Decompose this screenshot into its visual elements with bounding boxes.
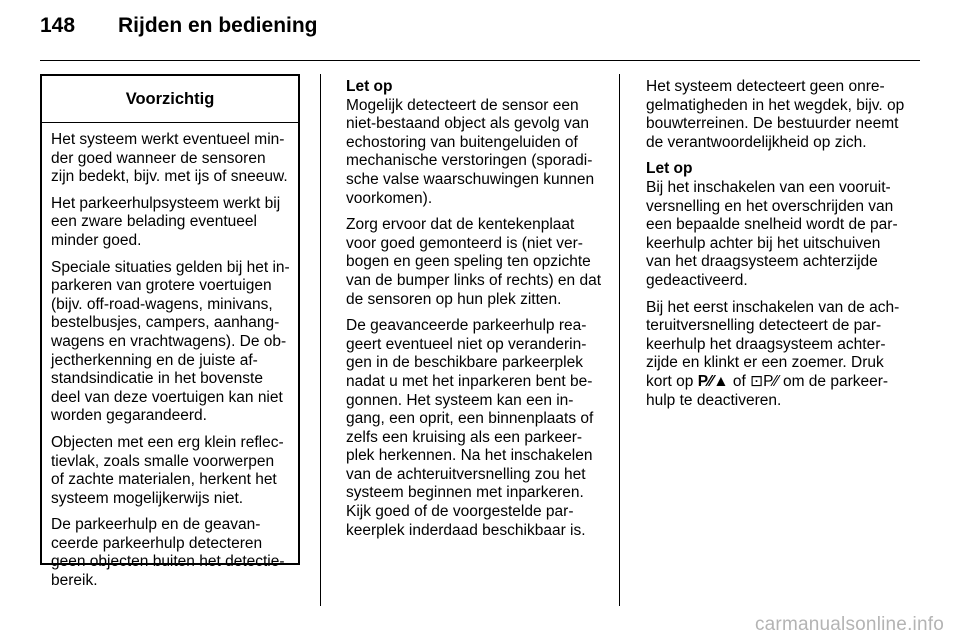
text-column-3	[646, 78, 908, 418]
column-divider	[320, 74, 321, 606]
caution-body	[42, 123, 298, 591]
note-label: Let op	[646, 160, 693, 178]
note-label: Let op	[346, 78, 393, 95]
park-assist-button-icon: P⁄⁄▲	[697, 372, 729, 390]
header-rule	[40, 60, 920, 61]
caution-box	[40, 74, 300, 590]
caution-title: Voorzichtig	[42, 76, 298, 123]
caution-paragraph: Het systeem werkt eventueel min-der goed wanneer de sensoren zijn bedekt, bijv. met ijs of sneeuw.	[51, 131, 288, 186]
body-paragraph	[646, 299, 908, 411]
caution-paragraph: Het parkeerhulpsysteem werkt bij een zware belading eventueel minder goed.	[51, 194, 281, 249]
advanced-park-assist-button-icon: ⊡P⁄⁄	[750, 372, 779, 390]
page-header	[40, 14, 318, 38]
body-paragraph: Het systeem detecteert geen onre-gelmatigheden in het wegdek, bijv. op bouwterreinen. De bestuurder neemt de verantwoordelijkheid op zich.	[646, 78, 905, 151]
note-block	[646, 160, 908, 290]
note-text: Bij het inschakelen van een vooruit-versnelling en het overschrijden van een bepaalde snelheid wordt de par-keerhulp achter bij het uitschuiven van het draagsysteem achterzijde gedeactiveerd.	[646, 178, 898, 289]
watermark: carmanualsonline.info	[754, 614, 944, 635]
caution-paragraph: De parkeerhulp en de geavan-ceerde parkeerhulp detecteren geen objecten buiten het detectie-bereik.	[51, 516, 285, 590]
instruction-text: Bij het eerst inschakelen van de ach-teruitversnelling detecteert de par-keerhulp het draagsysteem achter-zijde en klinkt er een zoemer. Druk kort op	[646, 298, 900, 390]
instruction-text: om de parkeer-hulp te deactiveren.	[646, 372, 889, 409]
caution-paragraph: Speciale situaties gelden bij het in-parkeren van grotere voertuigen (bijv. off-road-wagens, minivans, bestelbusjes, campers, aanhang-wagens en vrachtwagens). De ob-jectherkenning en de juiste af-standsindicatie in het bovenste deel van deze voertuigen kan niet worden gegarandeerd.	[51, 258, 290, 425]
note-text: Mogelijk detecteert de sensor een niet-bestaand object als gevolg van echostoring van buitengeluiden of mechanische verstoringen (sporadi-sche valse waarschuwingen kunnen voorkomen).	[346, 96, 595, 207]
text-column-2	[346, 78, 606, 548]
note-block	[346, 78, 606, 208]
instruction-text: of	[732, 372, 746, 390]
page-number: 148	[40, 14, 76, 37]
body-paragraph: Zorg ervoor dat de kentekenplaat voor goed gemonteerd is (niet ver-bogen en geen speling ten opzichte van de bumper links of rechts) en dat de sensoren op hun plek zitten.	[346, 216, 602, 308]
body-paragraph: De geavanceerde parkeerhulp rea-geert eventueel niet op veranderin-gen in de beschikbare parkeerplek nadat u met het inparkeren bent be-gonnen. Het systeem kan een in-gang, een oprit, een binnenplaats of zelfs een kruising als een parkeer-plek herkennen. Na het inschakelen van de achteruitversnelling zou het systeem beginnen met inparkeren. Kijk goed of de voorgestelde par-keerplek inderdaad beschikbaar is.	[346, 317, 594, 539]
caution-paragraph: Objecten met een erg klein reflec-tievlak, zoals smalle voorwerpen of zachte materialen, herkent het systeem mogelijkerwijs niet.	[51, 433, 284, 507]
chapter-title: Rijden en bediening	[118, 14, 318, 37]
column-divider	[619, 74, 620, 606]
